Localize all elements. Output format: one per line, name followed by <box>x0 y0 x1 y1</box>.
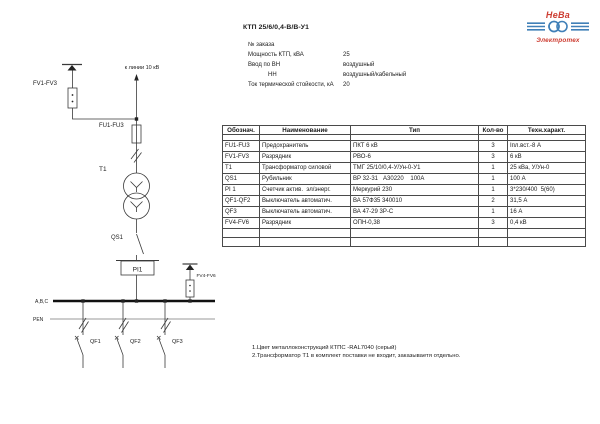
table-row <box>223 141 586 152</box>
cell-name: Трансформатор силовой <box>260 163 351 174</box>
arrester-branch-line <box>73 108 137 119</box>
document-title: КТП 25/6/0,4-В/В-У1 <box>243 24 309 31</box>
breaker-blade <box>77 339 83 355</box>
spec-label: Ввод по ВН <box>248 62 281 68</box>
cell-designation: FU1-FU3 <box>223 141 260 152</box>
table-row <box>223 196 586 207</box>
spec-value: воздушный/кабельный <box>343 72 407 78</box>
cell-type: ВА 57Ф35 340010 <box>351 196 479 207</box>
col-header-designation: Обознач. <box>223 126 260 135</box>
cell-qty: 3 <box>479 152 508 163</box>
cell-tech: Iпл.вст.-8 А <box>508 141 586 152</box>
qf2-label: QF2 <box>130 339 141 345</box>
table-row <box>223 218 586 229</box>
col-header-qty: Кол-во <box>479 126 508 135</box>
breaker-blade <box>159 339 165 355</box>
table-row <box>223 174 586 185</box>
spec-row-lv-input <box>248 72 438 82</box>
cell-designation: QF3 <box>223 207 260 218</box>
cell-qty: 3 <box>479 218 508 229</box>
pen-label: PEN <box>33 317 44 323</box>
table-spacer-row <box>223 238 586 247</box>
arrester-symbol-fv1 <box>68 88 77 108</box>
notes-block <box>252 344 460 360</box>
cell-type: ВР 32-31 А30220 100А <box>351 174 479 185</box>
company-logo <box>524 11 592 44</box>
spec-label: НН <box>268 72 277 78</box>
cell-qty: 1 <box>479 163 508 174</box>
logo-top-text: НеВа <box>545 10 571 20</box>
table-header-row <box>223 126 586 135</box>
breaker-cross-icon <box>75 336 79 340</box>
pi1-label: PI1 <box>132 266 143 274</box>
table-spacer-row <box>223 229 586 238</box>
fv4-fv6-label: FV4-FV6 <box>196 274 216 279</box>
note-line: 1.Цвет металлоконструкций КТПС -RAL7040 (серый) <box>252 345 397 351</box>
cell-type: ОПН-0,38 <box>351 218 479 229</box>
cell-qty: 3 <box>479 141 508 152</box>
cell-name: Выключатель автоматич. <box>260 207 351 218</box>
cell-designation: PI 1 <box>223 185 260 196</box>
cell-tech: 3*230/400 5(60) <box>508 185 586 196</box>
cell-name: Разрядник <box>260 218 351 229</box>
spec-value: 20 <box>343 82 350 88</box>
cell-type: РВО-6 <box>351 152 479 163</box>
cell-type: ВА 47-29 3Р-С <box>351 207 479 218</box>
ground-icon <box>62 65 82 71</box>
feeder-qf2 <box>115 302 129 368</box>
feeder-qf1 <box>75 302 89 368</box>
col-header-name: Наименование <box>260 126 351 135</box>
cell-type: Меркурий 230 <box>351 185 479 196</box>
cell-name: Рубильник <box>260 174 351 185</box>
cell-designation: FV4-FV6 <box>223 218 260 229</box>
cell-type: ТМГ 25/10/0,4-У/Ун-0-У1 <box>351 163 479 174</box>
cell-name: Разрядник <box>260 152 351 163</box>
order-number-label: № заказа <box>248 42 275 48</box>
cell-designation: Т1 <box>223 163 260 174</box>
junction-dot <box>135 299 138 302</box>
spec-value: 25 <box>343 52 350 58</box>
table-row <box>223 185 586 196</box>
transformer-symbol <box>124 173 150 219</box>
cell-tech: 0,4 кВ <box>508 218 586 229</box>
cell-name: Предохранитель <box>260 141 351 152</box>
cell-designation: FV1-FV3 <box>223 152 260 163</box>
cell-tech: 16 А <box>508 207 586 218</box>
cell-designation: QF1-QF2 <box>223 196 260 207</box>
cell-designation: QS1 <box>223 174 260 185</box>
cell-qty: 1 <box>479 174 508 185</box>
cell-name: Выключатель автоматич. <box>260 196 351 207</box>
cell-tech: 31,5 А <box>508 196 586 207</box>
table-row <box>223 207 586 218</box>
cell-name: Счетчик актив. эл/энерг. <box>260 185 351 196</box>
table-row <box>223 163 586 174</box>
ground-icon <box>183 264 198 270</box>
feeder-qf3 <box>157 302 171 368</box>
table-row <box>223 152 586 163</box>
spec-value: воздушный <box>343 62 375 68</box>
qs1-label: QS1 <box>111 235 124 241</box>
cell-qty: 2 <box>479 196 508 207</box>
busbar-label: A,B,C <box>35 299 49 305</box>
col-header-type: Тип <box>351 126 479 135</box>
arrester-symbol-fv4 <box>186 270 194 300</box>
cell-tech: 25 кВа, У/Ун-0 <box>508 163 586 174</box>
switch-blade <box>137 234 144 254</box>
breaker-cross-icon <box>157 336 161 340</box>
spec-row-power <box>248 52 438 62</box>
cell-tech: 6 кВ <box>508 152 586 163</box>
fu1-fu3-label: FU1-FU3 <box>99 123 124 129</box>
junction-dot <box>135 117 138 120</box>
col-header-tech: Техн.характ. <box>508 126 586 135</box>
qf3-label: QF3 <box>172 339 183 345</box>
breaker-cross-icon <box>115 336 119 340</box>
spec-label: Мощность КТП, кВА <box>248 52 304 58</box>
logo-bottom-text: Электротех <box>536 37 580 44</box>
transformer-logo-icon <box>526 20 590 33</box>
qf1-label: QF1 <box>90 339 101 345</box>
spec-row-hv-input <box>248 62 438 72</box>
cell-qty: 1 <box>479 185 508 196</box>
cell-tech: 100 А <box>508 174 586 185</box>
cell-qty: 1 <box>479 207 508 218</box>
equipment-table <box>222 125 586 247</box>
spec-row-thermal-current <box>248 82 438 92</box>
note-line: 2.Трансформатор Т1 в комплект поставки не входит, заказываетя отдельно. <box>252 353 461 359</box>
cell-type: ПКТ 6 кВ <box>351 141 479 152</box>
incoming-line-label: к линии 10 кВ <box>124 65 160 71</box>
t1-label: Т1 <box>99 166 107 173</box>
spec-label: Ток термической стойкости, кА <box>248 82 334 88</box>
fv1-fv3-label: FV1-FV3 <box>33 81 58 87</box>
breaker-blade <box>117 339 123 355</box>
